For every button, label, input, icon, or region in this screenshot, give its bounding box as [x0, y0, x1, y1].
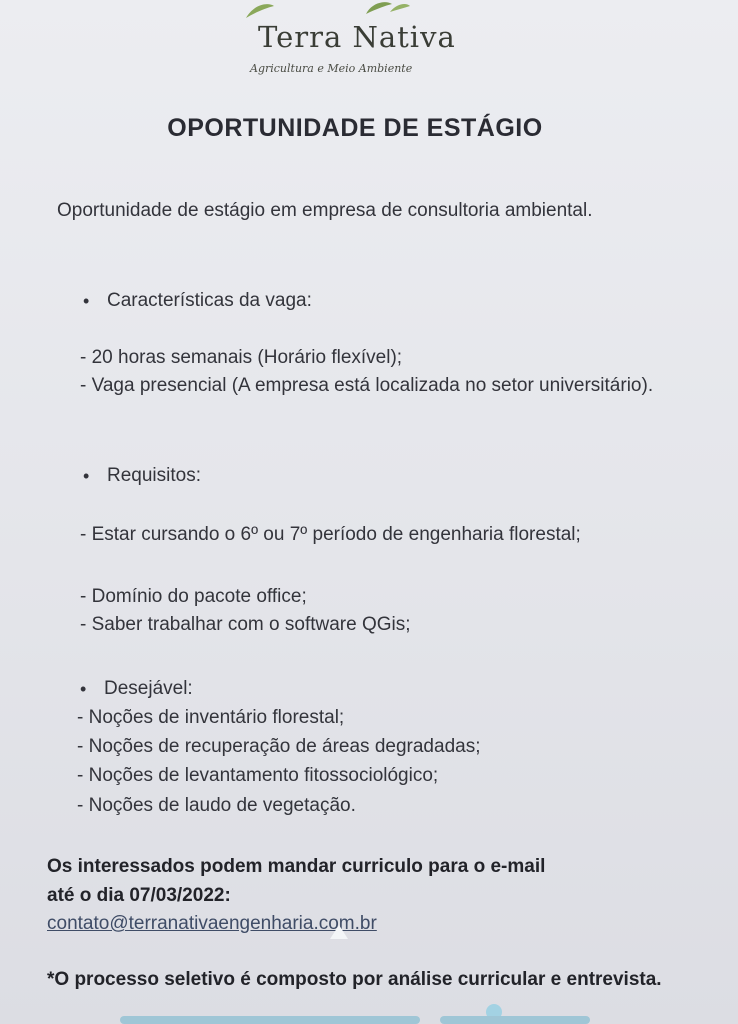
logo-name: Terra Nativa [258, 20, 456, 54]
list-item: - Noções de laudo de vegetação. [77, 795, 356, 816]
overlay-arrow-icon [330, 925, 348, 939]
list-item: - 20 horas semanais (Horário flexível); [80, 347, 403, 368]
list-item: - Noções de inventário florestal; [77, 707, 345, 728]
page-title: OPORTUNIDADE DE ESTÁGIO [167, 114, 543, 142]
contact-line-2: até o dia 07/03/2022: [47, 885, 231, 906]
list-item: - Estar cursando o 6º ou 7º período de engenharia florestal; [80, 524, 581, 545]
list-item: - Noções de recuperação de áreas degradadas; [77, 736, 481, 757]
company-logo [240, 0, 470, 85]
section-heading-requisitos: • Requisitos: [107, 462, 201, 490]
contact-line-1: Os interessados podem mandar curriculo para o e-mail [47, 856, 546, 877]
section-heading-desejavel: • Desejável: [104, 675, 193, 703]
contact-email-link[interactable]: contato@terranativaengenharia.com.br [47, 913, 377, 934]
list-item: - Vaga presencial (A empresa está localizada no setor universitário). [80, 375, 654, 396]
logo-tagline: Agricultura e Meio Ambiente [250, 62, 413, 75]
footnote: *O processo seletivo é composto por análise curricular e entrevista. [47, 969, 662, 990]
list-item: - Saber trabalhar com o software QGis; [80, 614, 411, 635]
list-item: - Noções de levantamento fitossociológico; [77, 765, 439, 786]
intro-paragraph: Oportunidade de estágio em empresa de consultoria ambiental. [57, 200, 593, 221]
list-item: - Domínio do pacote office; [80, 586, 307, 607]
overlay-strip [440, 1016, 590, 1024]
section-heading-caracteristicas: • Características da vaga: [107, 287, 312, 315]
overlay-strip [120, 1016, 420, 1024]
